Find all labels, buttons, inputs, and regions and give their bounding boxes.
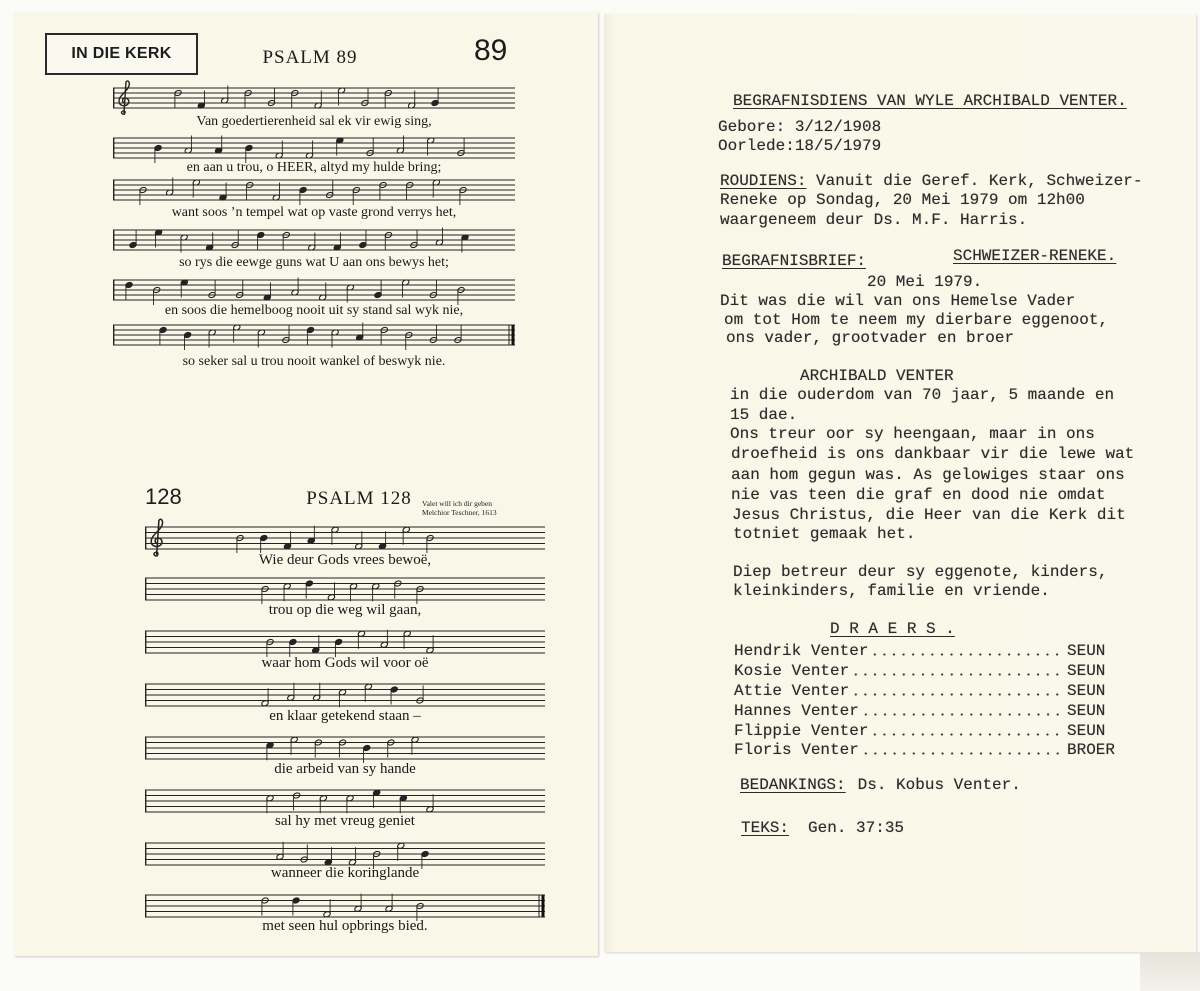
letter-text: ons vader, grootvader en broer: [726, 329, 1015, 347]
dot-leader: [870, 733, 1065, 736]
bearer-relation: SEUN: [1067, 682, 1106, 700]
music-staff: [145, 578, 545, 600]
music-staff: [113, 230, 515, 250]
staff-graphic: [113, 230, 515, 250]
mourners-text: kleinkinders, familie en vriende.: [733, 582, 1050, 600]
letter-text: Ons treur oor sy heengaan, maar in ons: [730, 425, 1095, 443]
programme-page: [604, 14, 1196, 952]
letter-text: 15 dae.: [730, 406, 798, 424]
bearer-relation: SEUN: [1067, 702, 1106, 720]
staff-graphic: [113, 325, 515, 345]
letter-text: nie vas teen die graf en dood nie omdat: [731, 486, 1106, 504]
letter-text: Jesus Christus, die Heer van die Kerk dit: [732, 506, 1126, 524]
thanks-value: Ds. Kobus Venter.: [857, 776, 1021, 794]
lyric-line: Van goedertierenheid sal ek vir ewig sing,: [196, 114, 432, 129]
lyric-line: en soos die hemelboog nooit uit sy stand sal wyk nie,: [164, 303, 464, 318]
bearer-row: [734, 741, 1115, 759]
bearer-name: Hendrik Venter: [734, 642, 869, 660]
service-label: ROUDIENS:: [720, 172, 807, 190]
bearer-name: Floris Venter: [734, 741, 859, 759]
staff-graphic: [113, 180, 515, 200]
letter-text: aan hom gegun was. As gelowiges staar ons: [731, 466, 1125, 484]
staff-graphic: [145, 684, 545, 706]
birth-date: Gebore: 3/12/1908: [718, 118, 882, 136]
dot-leader: [861, 752, 1065, 755]
bearer-relation: SEUN: [1067, 662, 1106, 680]
bearer-name: Attie Venter: [734, 682, 850, 700]
thanks-line: [740, 776, 1021, 794]
staff-graphic: [113, 138, 515, 158]
letter-text: droefheid is ons dankbaar vir die lewe wat: [731, 445, 1135, 463]
scripture-reference: Gen. 37:35: [808, 819, 905, 837]
dot-leader: [851, 693, 1065, 696]
music-staff: [113, 138, 515, 158]
bearer-name: Kosie Venter: [734, 662, 850, 680]
lyric-line: so rys die eewge guns wat U aan ons bewys het;: [179, 255, 449, 270]
bearer-relation: BROER: [1067, 741, 1116, 759]
lyric-line: so seker sal u trou nooit wankel of beswyk nie.: [182, 354, 446, 369]
tune-composer: Melchior Teschner, 1613: [422, 508, 497, 517]
psalm-89-number: 89: [474, 34, 508, 67]
tune-credit: [422, 499, 497, 517]
bearer-name: Flippie Venter: [734, 722, 869, 740]
dot-leader: [861, 713, 1065, 716]
staff-graphic: [145, 790, 545, 812]
hymn-page: [14, 12, 598, 956]
staff-graphic: [145, 737, 545, 759]
staff-graphic: [113, 88, 515, 108]
bearer-row: [734, 722, 1115, 740]
lyric-line: Wie deur Gods vrees bewoë,: [258, 552, 432, 568]
death-date: Oorlede:18/5/1979: [718, 137, 882, 155]
letter-label: BEGRAFNISBRIEF:: [722, 252, 867, 270]
staff-graphic: [145, 843, 545, 865]
bearer-relation: SEUN: [1067, 642, 1106, 660]
letter-text: Dit was die wil van ons Hemelse Vader: [720, 292, 1076, 310]
music-staff: [145, 843, 545, 865]
music-staff: [145, 527, 545, 549]
bearer-row: [734, 702, 1115, 720]
lyric-line: sal hy met vreug geniet: [275, 813, 415, 829]
music-staff: [145, 737, 545, 759]
scan-shadow: [1140, 952, 1200, 991]
bearer-relation: SEUN: [1067, 722, 1106, 740]
letter-place: SCHWEIZER-RENEKE.: [953, 247, 1117, 265]
music-staff: [145, 631, 545, 653]
service-line: [720, 172, 1142, 190]
music-staff: [145, 895, 545, 917]
bearer-row: [734, 642, 1115, 660]
section-label-box: [45, 33, 198, 75]
lyric-line: met seen hul opbrings bied.: [262, 918, 428, 934]
tune-name: Valet will ich dir geben: [422, 499, 492, 508]
service-text: waargeneem deur Ds. M.F. Harris.: [720, 211, 1028, 229]
music-staff: [145, 790, 545, 812]
psalm-128-title: PSALM 128: [306, 488, 412, 509]
dot-leader: [851, 673, 1065, 676]
service-text: Reneke op Sondag, 20 Mei 1979 om 12h00: [720, 191, 1085, 209]
staff-graphic: [145, 527, 545, 549]
scripture-label: TEKS:: [741, 819, 790, 837]
service-text: Vanuit die Geref. Kerk, Schweizer-: [816, 172, 1143, 190]
bearers-heading: D R A E R S .: [830, 620, 955, 638]
dot-leader: [870, 653, 1065, 656]
lyric-line: wanneer die koringlande: [270, 865, 420, 881]
bearer-row: [734, 682, 1115, 700]
mourners-text: Diep betreur deur sy eggenote, kinders,: [733, 563, 1108, 581]
thanks-label: BEDANKINGS:: [740, 776, 846, 794]
letter-date: 20 Mei 1979.: [867, 273, 983, 291]
programme-title: BEGRAFNISDIENS VAN WYLE ARCHIBALD VENTER.: [733, 92, 1127, 110]
staff-graphic: [145, 631, 545, 653]
staff-graphic: [145, 578, 545, 600]
music-staff: [113, 325, 515, 345]
section-label: IN DIE KERK: [71, 45, 172, 62]
music-staff: [113, 180, 515, 200]
psalm-128-number: 128: [145, 484, 182, 509]
psalm-89-title: PSALM 89: [262, 47, 358, 68]
music-staff: [113, 280, 515, 300]
deceased-name: ARCHIBALD VENTER: [800, 367, 954, 385]
bearer-row: [734, 662, 1115, 680]
lyric-line: want soos ’n tempel wat op vaste grond verrys het,: [171, 205, 457, 220]
music-staff: [145, 684, 545, 706]
letter-text: om tot Hom te neem my dierbare eggenoot,: [724, 311, 1109, 329]
lyric-line: die arbeid van sy hande: [274, 761, 416, 777]
lyric-line: waar hom Gods wil voor oë: [261, 655, 429, 671]
lyric-line: trou op die weg wil gaan,: [268, 602, 422, 618]
music-staff: [113, 88, 515, 108]
letter-text: totniet gemaak het.: [733, 525, 916, 543]
letter-text: in die ouderdom van 70 jaar, 5 maande en: [730, 386, 1115, 404]
scripture-line: [741, 819, 904, 837]
bearer-name: Hannes Venter: [734, 702, 859, 720]
lyric-line: en aan u trou, o HEER, altyd my hulde bring;: [186, 160, 442, 175]
staff-graphic: [145, 895, 545, 917]
staff-graphic: [113, 280, 515, 300]
lyric-line: en klaar getekend staan –: [269, 708, 421, 724]
